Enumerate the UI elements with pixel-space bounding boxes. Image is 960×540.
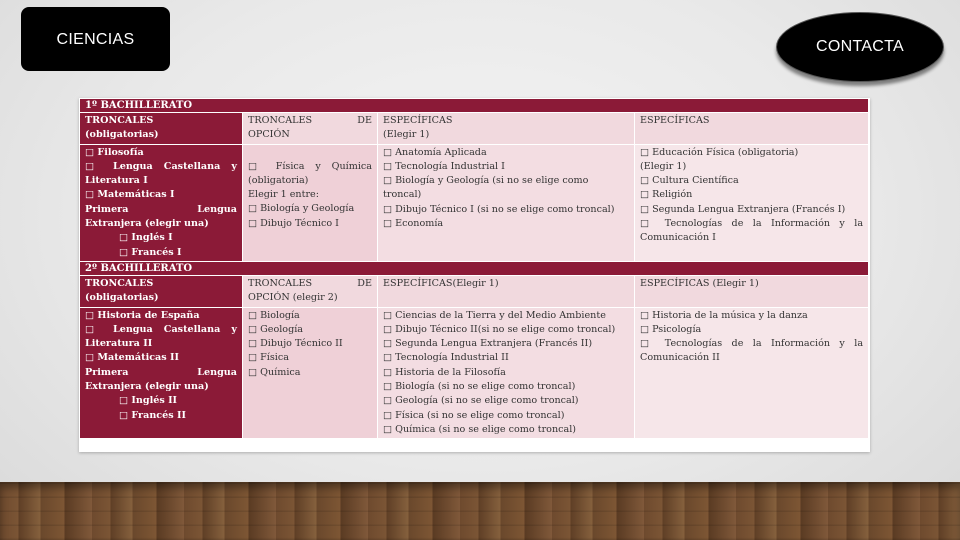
list-item: Primera Lengua [85, 366, 237, 378]
list-item: □ Biología [248, 309, 300, 321]
list-item: □ Geología [248, 323, 304, 335]
section-title-primero: 1º BACHILLERATO [80, 99, 869, 113]
list-item: Elegir 1 entre: [248, 189, 319, 201]
ciencias-button[interactable]: CIENCIAS [21, 7, 170, 71]
especificas-1-list [378, 144, 635, 261]
list-item: □ Geología (si no se elige como troncal) [383, 395, 579, 407]
especificas-2-list [635, 144, 869, 261]
list-item: □ Biología (si no se elige como troncal) [383, 381, 576, 393]
list-item: □ Cultura Científica [640, 175, 739, 187]
list-item: □ Química [248, 366, 301, 378]
list-item: Primera Lengua [85, 203, 237, 215]
list-item: □ Tecnología Industrial II [383, 352, 509, 364]
list-item: □ Tecnologías de la Información y la [640, 218, 864, 230]
list-item: □ Inglés I [119, 232, 173, 244]
troncales-list [80, 144, 243, 261]
troncales-list [80, 307, 243, 439]
header-row-segundo [80, 275, 869, 307]
list-item: □ Física (si no se elige como troncal) [383, 409, 565, 421]
list-item: □ Dibujo Técnico I (si no se elige como troncal) [383, 203, 615, 215]
wood-floor-decoration [0, 482, 960, 540]
list-item: □ Física y Química [248, 160, 372, 172]
list-item: □ Matemáticas I [85, 189, 175, 201]
header-troncales: TRONCALES (obligatorias) [80, 113, 243, 145]
header-troncales: TRONCALES (obligatorias) [80, 275, 243, 307]
list-item: □ Tecnología Industrial I [383, 160, 505, 172]
list-item: □ Historia de España [85, 309, 200, 321]
list-item: Comunicación I [640, 232, 716, 244]
content-row-primero [80, 144, 869, 261]
section-title-segundo: 2º BACHILLERATO [80, 261, 869, 275]
header-troncales-opcion: TRONCALES DE OPCIÓN [243, 113, 378, 145]
header-troncales-opcion: TRONCALES DE OPCIÓN (elegir 2) [243, 275, 378, 307]
troncales-opcion-list [243, 144, 378, 261]
list-item: □ Educación Física (obligatoria) [640, 146, 799, 158]
list-item: □ Lengua Castellana y [85, 323, 237, 335]
list-item: □ Filosofía [85, 146, 144, 158]
list-item: □ Lengua Castellana y [85, 160, 237, 172]
header-especificas-2: ESPECÍFICAS (Elegir 1) [635, 275, 869, 307]
list-item: □ Inglés II [119, 395, 178, 407]
especificas-1-list [378, 307, 635, 439]
list-item: Comunicación II [640, 352, 720, 364]
list-item: □ Biología y Geología [248, 203, 355, 215]
header-especificas-2: ESPECÍFICAS [635, 113, 869, 145]
list-item: □ Biología y Geología (si no se elige como troncal) [383, 175, 589, 201]
list-item: □ Anatomía Aplicada [383, 146, 487, 158]
header-row-primero [80, 113, 869, 145]
list-item: □ Matemáticas II [85, 352, 179, 364]
list-item: Literatura I [85, 175, 148, 187]
list-item: □ Física [248, 352, 289, 364]
content-row-segundo [80, 307, 869, 439]
list-item: □ Química (si no se elige como troncal) [383, 423, 577, 435]
list-item: □ Ciencias de la Tierra y del Medio Ambiente [383, 309, 606, 321]
especificas-2-list [635, 307, 869, 439]
troncales-opcion-list [243, 307, 378, 439]
list-item: □ Historia de la Filosofía [383, 366, 506, 378]
list-item: □ Francés II [119, 409, 186, 421]
contacta-button[interactable]: CONTACTA [776, 12, 944, 82]
list-item: (Elegir 1) [640, 160, 687, 172]
header-especificas-1: ESPECÍFICAS (Elegir 1) [378, 113, 635, 145]
list-item: □ Religión [640, 189, 693, 201]
bachillerato-table [79, 98, 870, 452]
list-item: □ Francés I [119, 246, 182, 258]
list-item: Extranjera (elegir una) [85, 381, 209, 393]
list-item: □ Tecnologías de la Información y la [640, 338, 864, 350]
list-item: Extranjera (elegir una) [85, 218, 209, 230]
list-item: □ Dibujo Técnico II(si no se elige como troncal) [383, 323, 616, 335]
list-item: □ Segunda Lengua Extranjera (Francés I) [640, 203, 846, 215]
list-item: □ Segunda Lengua Extranjera (Francés II) [383, 338, 593, 350]
list-item: □ Dibujo Técnico I [248, 217, 339, 229]
header-especificas-1: ESPECÍFICAS(Elegir 1) [378, 275, 635, 307]
list-item: □ Economía [383, 218, 444, 230]
list-item: □ Historia de la música y la danza [640, 309, 808, 321]
list-item: □ Dibujo Técnico II [248, 338, 343, 350]
list-item: □ Psicología [640, 323, 702, 335]
list-item: Literatura II [85, 338, 153, 350]
list-item: (obligatoria) [248, 174, 309, 186]
